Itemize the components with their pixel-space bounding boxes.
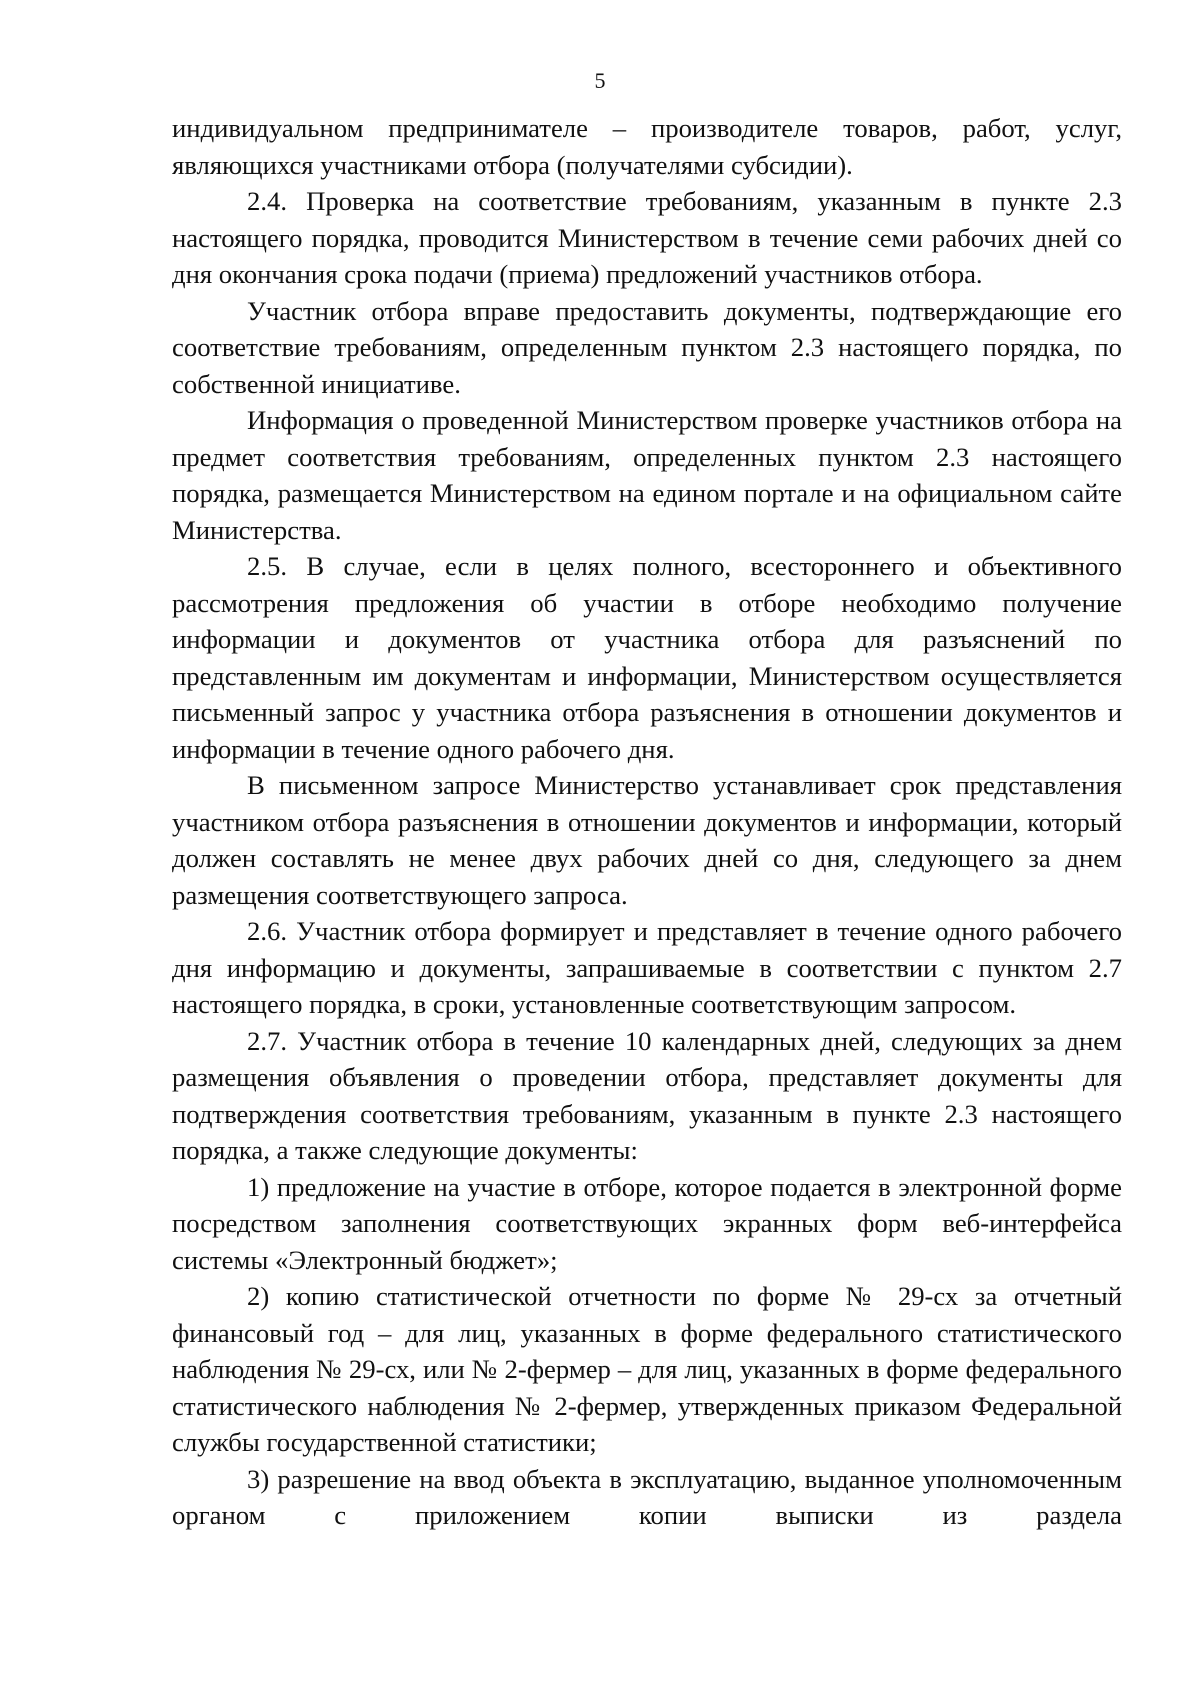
paragraph-2-5: 2.5. В случае, если в целях полного, всестороннего и объективного рассмотрения предложения об участии в отборе необходимо получение информации и документов от участника отбора для разъяснений по представленным им документам и информации, Министерством осуществляется письменный запрос у участника отбора разъяснения в отношении документов и информации в течение одного рабочего дня. [172, 551, 1122, 764]
paragraph-2-7: 2.7. Участник отбора в течение 10 календарных дней, следующих за днем размещения объявления о проведении отбора, представляет документы для подтверждения соответствия требованиям, указанным в пункте 2.3 настоящего порядка, а также следующие документы: [172, 1025, 1122, 1165]
list-item-3: 3) разрешение на ввод объекта в эксплуатацию, выданное уполномоченным органом с приложением копии выписки из раздела [172, 1463, 1122, 1530]
paragraph-own-initiative: Участник отбора вправе предоставить документы, подтверждающие его соответствие требованиям, определенным пунктом 2.3 настоящего порядка, по собственной инициативе. [172, 295, 1122, 399]
paragraph-2-4: 2.4. Проверка на соответствие требованиям, указанным в пункте 2.3 настоящего порядка, проводится Министерством в течение семи рабочих дней со дня окончания срока подачи (приема) предложений участников отбора. [172, 186, 1122, 289]
list-item-1: 1) предложение на участие в отборе, которое подается в электронной форме посредством заполнения соответствующих экранных форм веб-интерфейса системы «Электронный бюджет»; [172, 1171, 1122, 1275]
paragraph-2-6: 2.6. Участник отбора формирует и представляет в течение одного рабочего дня информацию и документы, запрашиваемые в соответствии с пунктом 2.7 настоящего порядка, в сроки, установленные соответствующим запросом. [172, 916, 1122, 1019]
document-body [172, 110, 1122, 1534]
paragraph-written-request: В письменном запросе Министерство устанавливает срок представления участником отбора разъяснения в отношении документов и информации, который должен составлять не менее двух рабочих дней со дня, следующего за днем размещения соответствующего запроса. [172, 770, 1122, 910]
page-number: 5 [594, 68, 606, 93]
list-item-2: 2) копию статистической отчетности по форме № 29-сх за отчетный финансовый год – для лиц, указанных в форме федерального статистического наблюдения № 29-сх, или № 2-фермер – для лиц, указанных в форме федерального статистического наблюдения № 2-фермер, утвержденных приказом Федеральной службы государственной статистики; [172, 1281, 1122, 1457]
paragraph-intro: индивидуальном предпринимателе – производителе товаров, работ, услуг, являющихся участниками отбора (получателями субсидии). [172, 113, 1122, 180]
paragraph-check-info: Информация о проведенной Министерством проверке участников отбора на предмет соответствия требованиям, определенных пунктом 2.3 настоящего порядка, размещается Министерством на едином портале и на официальном сайте Министерства. [172, 405, 1122, 545]
